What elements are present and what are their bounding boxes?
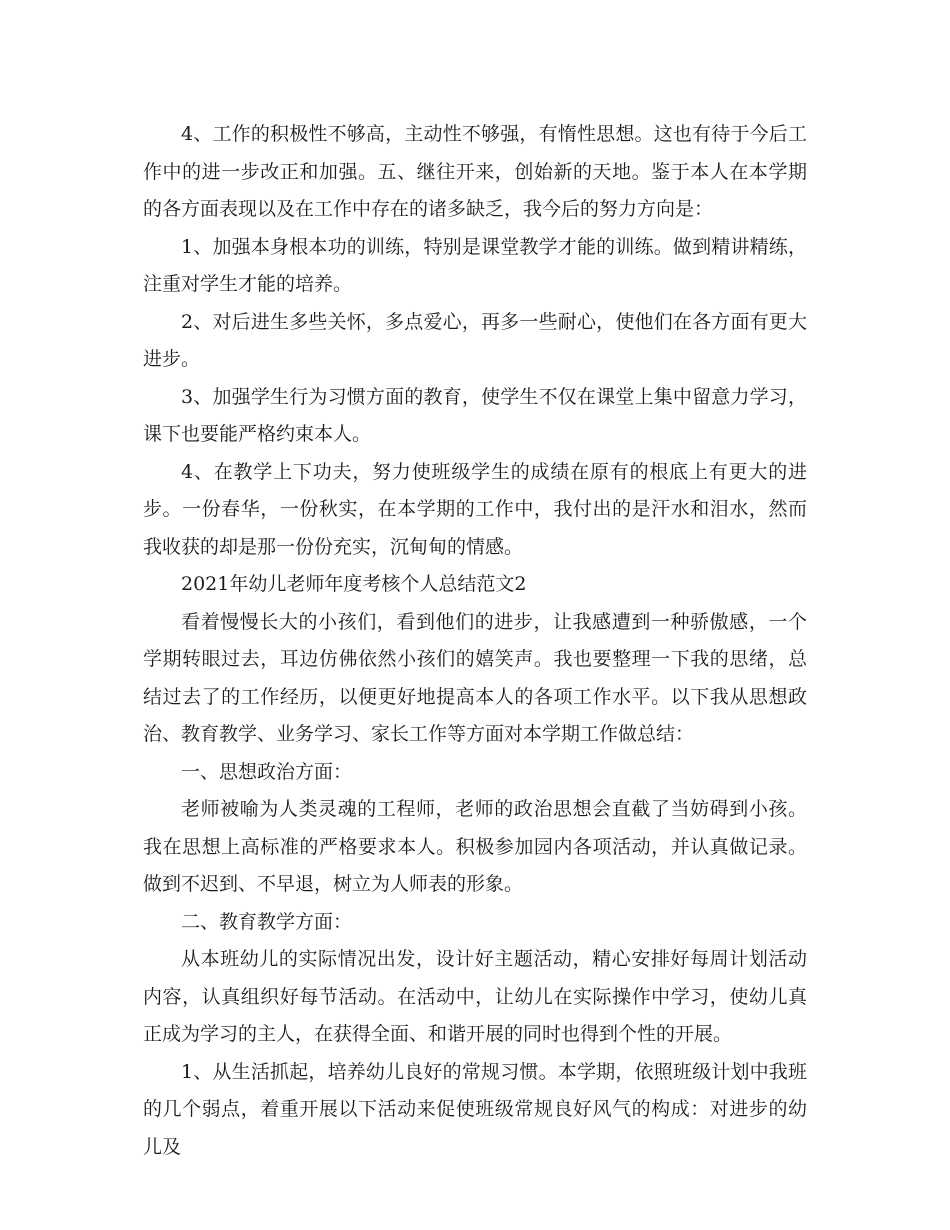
paragraph-teaching: 从本班幼儿的实际情况出发，设计好主题活动，精心安排好每周计划活动内容，认真组织好每节活动。在活动中，让幼儿在实际操作中学习，使幼儿真正成为学习的主人，在获得全面、和谐开展的同时也得到个性的开展。 bbox=[143, 948, 807, 1045]
heading-teaching: 二、教育教学方面： bbox=[181, 910, 353, 933]
paragraph-political-thought: 老师被喻为人类灵魂的工程师，老师的政治思想会直截了当妨碍到小孩。我在思想上高标准的严格要求本人。积极参加园内各项活动，并认真做记录。做到不迟到、不早退，树立为人师表的形象。 bbox=[143, 798, 807, 895]
paragraph-habits: 1、从生活抓起，培养幼儿良好的常规习惯。本学期，依照班级计划中我班的几个弱点，着重开展以下活动来促使班级常规良好风气的构成：对进步的幼儿及 bbox=[143, 1060, 807, 1158]
paragraph-direction-3: 3、加强学生行为习惯方面的教育，使学生不仅在课堂上集中留意力学习，课下也要能严格约束本人。 bbox=[143, 385, 807, 445]
paragraph-direction-2: 2、对后进生多些关怀，多点爱心，再多一些耐心，使他们在各方面有更大进步。 bbox=[143, 310, 807, 370]
section-title: 2021年幼儿老师年度考核个人总结范文2 bbox=[181, 573, 527, 595]
paragraph-direction-4: 4、在教学上下功夫，努力使班级学生的成绩在原有的根底上有更大的进步。一份春华，一份秋实，在本学期的工作中，我付出的是汗水和泪水，然而我收获的却是那一份份充实，沉甸甸的情感。 bbox=[143, 460, 807, 558]
paragraph-intro: 看着慢慢长大的小孩们，看到他们的进步，让我感遭到一种骄傲感，一个学期转眼过去，耳边仿佛依然小孩们的嬉笑声。我也要整理一下我的思绪，总结过去了的工作经历，以便更好地提高本人的各项工作水平。以下我从思想政治、教育教学、业务学习、家长工作等方面对本学期工作做总结： bbox=[143, 610, 807, 745]
paragraph-improvement-4: 4、工作的积极性不够高，主动性不够强，有惰性思想。这也有待于今后工作中的进一步改正和加强。五、继往开来，创始新的天地。鉴于本人在本学期的各方面表现以及在工作中存在的诸多缺乏，我今后的努力方向是： bbox=[143, 123, 807, 220]
paragraph-direction-1: 1、加强本身根本功的训练，特别是课堂教学才能的训练。做到精讲精练，注重对学生才能的培养。 bbox=[143, 235, 807, 295]
document-body bbox=[143, 116, 807, 1166]
heading-political-thought: 一、思想政治方面： bbox=[181, 760, 353, 783]
